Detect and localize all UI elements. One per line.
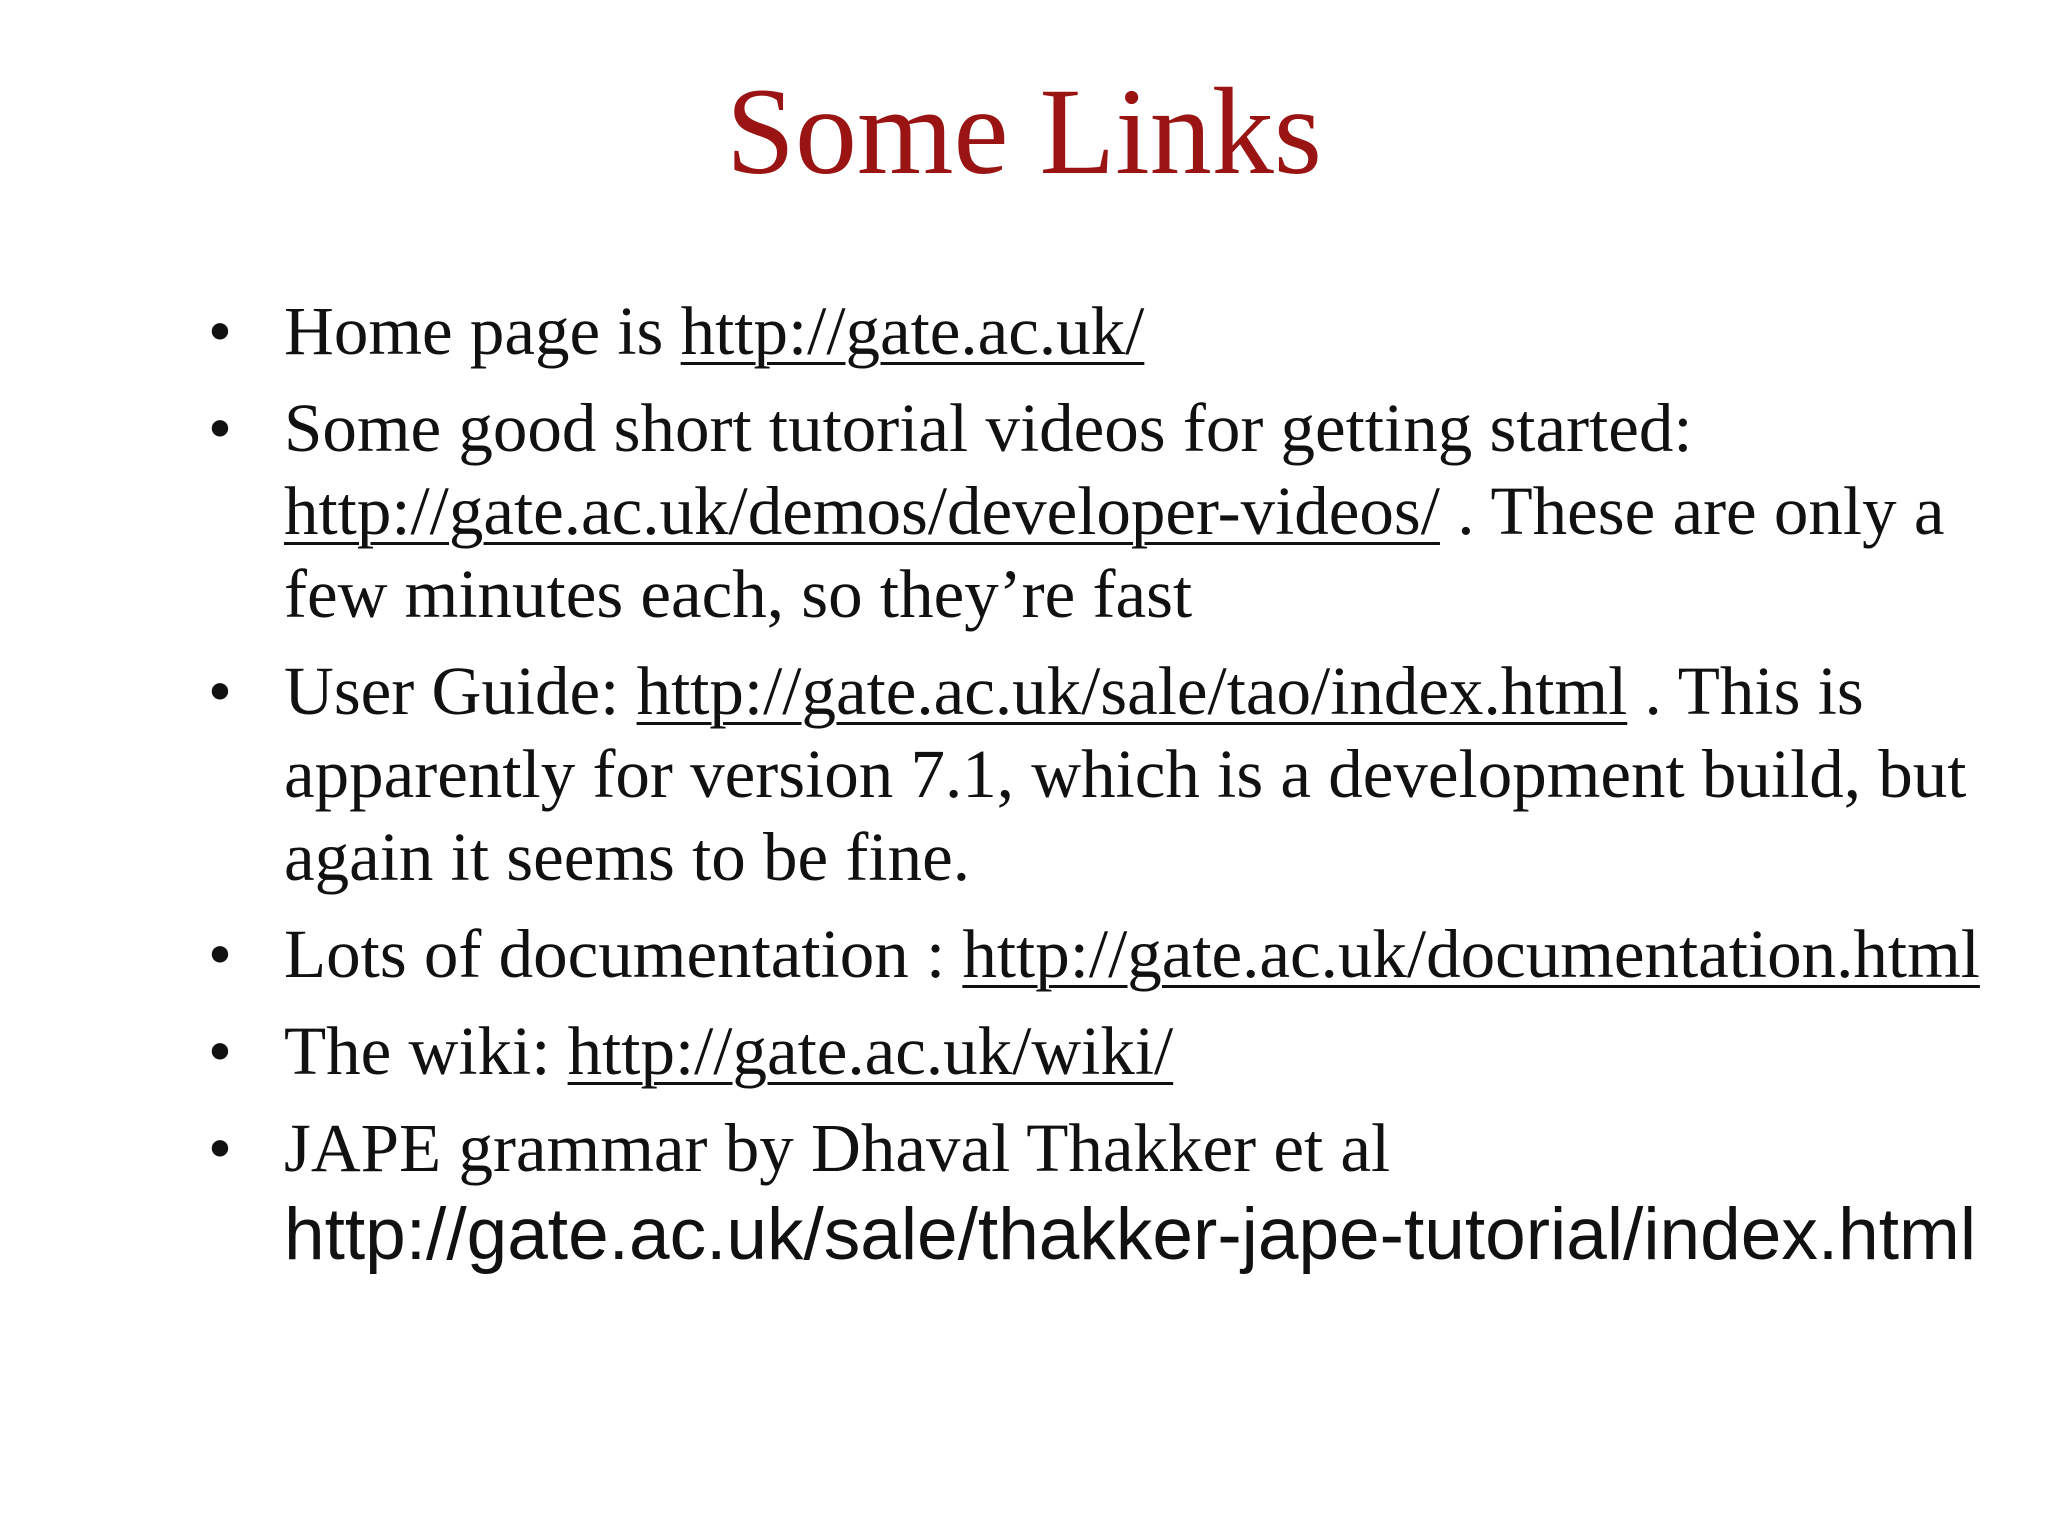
bullet-icon: • <box>207 1013 233 1089</box>
list-item-home-page <box>207 290 1984 373</box>
list-item-jape-grammar <box>207 1107 1984 1280</box>
jape-tutorial-link[interactable]: http://gate.ac.uk/sale/thakker-jape-tutorial/index.html <box>284 1194 1977 1275</box>
bullet-list <box>207 290 1984 1294</box>
list-item-text: The wiki: <box>284 1013 568 1089</box>
wiki-link[interactable]: http://gate.ac.uk/wiki/ <box>567 1013 1174 1089</box>
bullet-icon: • <box>207 1110 233 1186</box>
bullet-icon: • <box>207 653 233 729</box>
tutorial-videos-link[interactable]: http://gate.ac.uk/demos/developer-videos/ <box>284 473 1440 549</box>
list-item-documentation <box>207 913 1984 996</box>
list-item-user-guide <box>207 650 1984 899</box>
list-item-text: JAPE grammar by Dhaval Thakker et al <box>284 1110 1391 1186</box>
list-item-text: Some good short tutorial videos for getting started: <box>284 390 1693 466</box>
list-item-suffix: . These are only a few minutes each, so they’re fast <box>284 473 1945 632</box>
bullet-icon: • <box>207 390 233 466</box>
list-item-tutorial-videos <box>207 387 1984 636</box>
bullet-icon: • <box>207 916 233 992</box>
user-guide-link[interactable]: http://gate.ac.uk/sale/tao/index.html <box>636 653 1628 729</box>
list-item-text: User Guide: <box>284 653 637 729</box>
slide-title: Some Links <box>726 63 1322 200</box>
list-item-wiki <box>207 1010 1984 1093</box>
list-item-suffix: . This is apparently for version 7.1, which is a development build, but again it seems to be fine. <box>284 653 1967 895</box>
bullet-icon: • <box>207 293 233 369</box>
list-item-text: Home page is <box>284 293 681 369</box>
home-page-link[interactable]: http://gate.ac.uk/ <box>680 293 1145 369</box>
list-item-text: Lots of documentation : <box>284 916 963 992</box>
documentation-link[interactable]: http://gate.ac.uk/documentation.html <box>962 916 1980 992</box>
